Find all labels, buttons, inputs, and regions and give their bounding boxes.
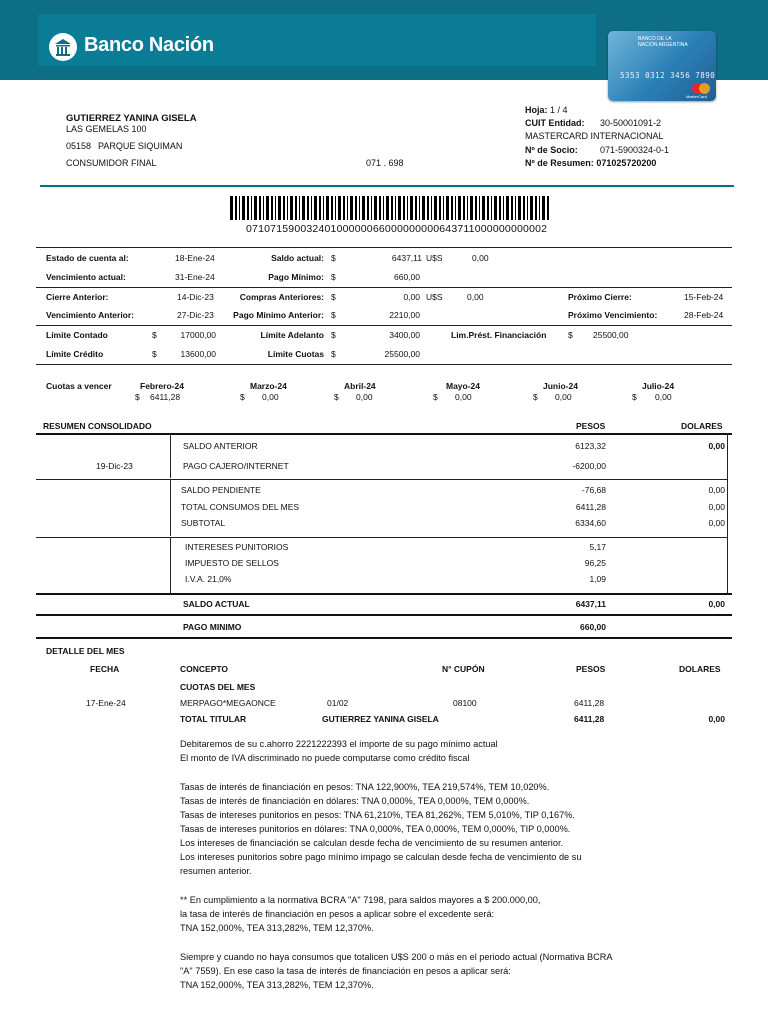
next-close: 15-Feb-24 (684, 292, 724, 302)
member-label: Nº de Socio: (525, 145, 578, 155)
barcode-bar (379, 196, 381, 220)
barcode-bar (398, 196, 401, 220)
barcode-bar (415, 196, 417, 220)
barcode-bar (355, 196, 357, 220)
barcode-bar (391, 196, 393, 220)
barcode-number: 07107159003240100000066000000000643711000000000002 (246, 223, 548, 235)
label-prev-close: Cierre Anterior: (46, 292, 109, 302)
credit-card-image (608, 31, 716, 101)
detail-header-dolares: DOLARES (679, 664, 721, 674)
summary-pesos: 96,25 (584, 558, 606, 568)
summary-dolares: 0,00 (708, 441, 725, 451)
customer-city: PARQUE SIQUIMAN (98, 141, 183, 151)
barcode-bar (434, 196, 437, 220)
note-line: Debitaremos de su c.ahorro 2221222393 el importe de su pago mínimo actual (180, 739, 498, 749)
note-line: TNA 152,000%, TEA 313,282%, TEM 12,370%. (180, 980, 374, 990)
note-line: El monto de IVA discriminado no puede computarse como crédito fiscal (180, 753, 470, 763)
barcode-bar (547, 196, 549, 220)
barcode-bar (395, 196, 396, 220)
installment-month: Julio-24 (642, 381, 675, 391)
label-advance-limit: Límite Adelanto (260, 330, 324, 340)
installments-label: Cuotas a vencer (46, 381, 112, 391)
note-line: Los intereses de financiación se calculan desde fecha de vencimiento de su resumen anterior. (180, 838, 564, 848)
label-minimum-payment: Pago Mínimo: (268, 272, 324, 282)
barcode-bar (422, 196, 425, 220)
barcode-bar (523, 196, 525, 220)
barcode-bar (230, 196, 233, 220)
summary-dolares: 0,00 (708, 485, 725, 495)
minimum-payment-label: PAGO MINIMO (183, 622, 242, 632)
barcode-bar (482, 196, 485, 220)
barcode-bar (539, 196, 540, 220)
barcode-bar (251, 196, 252, 220)
advance-limit: 3400,00 (389, 330, 420, 340)
summary-pesos: 6334,60 (575, 518, 606, 528)
barcode-bar (307, 196, 309, 220)
summary-pesos: 1,09 (589, 574, 606, 584)
barcode-bar (530, 196, 533, 220)
label-credit-limit: Límite Crédito (46, 349, 104, 359)
label-next-close: Próximo Cierre: (568, 292, 632, 302)
summary-dolares: 0,00 (708, 518, 725, 528)
cuit-label: CUIT Entidad: (525, 118, 585, 128)
barcode-bar (527, 196, 528, 220)
barcode-bar (319, 196, 321, 220)
detail-pesos: 6411,28 (574, 698, 605, 708)
bank-logo-icon (48, 32, 78, 62)
barcode-bar (410, 196, 413, 220)
barcode-bar (407, 196, 408, 220)
label-current-balance: Saldo actual: (271, 253, 324, 263)
barcode-bar (302, 196, 305, 220)
sheet-info: Hoja: 1 / 4 (525, 105, 568, 115)
total-holder-pesos: 6411,28 (574, 714, 605, 724)
installment-month: Abril-24 (344, 381, 376, 391)
barcode-bar (323, 196, 324, 220)
barcode-bar (283, 196, 285, 220)
installment-value: 0,00 (262, 392, 279, 402)
installment-value: 0,00 (356, 392, 373, 402)
barcode-bar (518, 196, 521, 220)
summary-pesos: -6200,00 (572, 461, 606, 471)
summary-pesos: 5,17 (589, 542, 606, 552)
barcode-bar (487, 196, 489, 220)
detail-header-cupon: N° CUPÓN (442, 664, 485, 674)
label-statement-date: Estado de cuenta al: (46, 253, 129, 263)
note-line: Tasas de interés de financiación en pesos: TNA 122,900%, TEA 219,574%, TEM 10,020%. (180, 782, 550, 792)
barcode-bar (458, 196, 461, 220)
barcode-bar (419, 196, 420, 220)
installment-value: 6411,28 (150, 392, 181, 402)
summary-number: Nº de Resumen: 071025720200 (525, 158, 657, 168)
barcode-bar (275, 196, 276, 220)
current-balance: 6437,11 (391, 253, 422, 263)
barcode-bar (443, 196, 444, 220)
prev-purchases-usd: 0,00 (467, 292, 484, 302)
summary-pesos: -76,68 (581, 485, 606, 495)
summary-concept: SUBTOTAL (181, 518, 226, 528)
barcode-bar (506, 196, 509, 220)
current-balance-dolares: 0,00 (708, 599, 725, 609)
customer-postal: 05158 (66, 141, 92, 151)
barcode-bar (326, 196, 329, 220)
detail-date: 17-Ene-24 (86, 698, 126, 708)
barcode-bar (247, 196, 249, 220)
total-holder-name: GUTIERREZ YANINA GISELA (322, 714, 439, 724)
detail-header-fecha: FECHA (90, 664, 120, 674)
barcode-bar (491, 196, 492, 220)
barcode-bar (431, 196, 432, 220)
note-line: Los intereses punitorios sobre pago mínimo impago se calculan desde fecha de vencimiento de su (180, 852, 582, 862)
barcode-bar (347, 196, 348, 220)
label-prev-minimum: Pago Mínimo Anterior: (233, 310, 324, 320)
label-cash-limit: Límite Contado (46, 330, 108, 340)
prev-purchases: 0,00 (403, 292, 420, 302)
note-line: la tasa de interés de financiación en pesos a aplicar sobre el excedente será: (180, 909, 495, 919)
installment-month: Marzo-24 (250, 381, 287, 391)
barcode-bar (335, 196, 336, 220)
note-line: ** En cumplimiento a la normativa BCRA "A" 7198, para saldos mayores a $ 200.000,00, (180, 895, 541, 905)
summary-concept: PAGO CAJERO/INTERNET (183, 461, 289, 471)
detail-title: DETALLE DEL MES (46, 646, 125, 656)
next-due: 28-Feb-24 (684, 310, 724, 320)
barcode-bar (455, 196, 456, 220)
summary-title: RESUMEN CONSOLIDADO (43, 421, 152, 431)
detail-concept: MERPAGO*MEGAONCE (180, 698, 276, 708)
card-number: 5353 0312 3456 7890 (620, 71, 716, 80)
label-prev-due: Vencimiento Anterior: (46, 310, 135, 320)
installment-value: 0,00 (455, 392, 472, 402)
installment-month: Febrero-24 (140, 381, 184, 391)
barcode-bar (439, 196, 441, 220)
barcode-bar (479, 196, 480, 220)
note-line: Tasas de interés de financiación en dólares: TNA 0,000%, TEA 0,000%, TEM 0,000%. (180, 796, 530, 806)
col-pesos: PESOS (576, 421, 606, 431)
credit-limit: 13600,00 (180, 349, 216, 359)
cash-limit: 17000,00 (180, 330, 216, 340)
barcode-bar (362, 196, 365, 220)
barcode-bar (311, 196, 312, 220)
summary-concept: IMPUESTO DE SELLOS (185, 558, 279, 568)
barcode-bar (295, 196, 297, 220)
barcode-bar (511, 196, 513, 220)
barcode-bar (374, 196, 377, 220)
note-line: resumen anterior. (180, 866, 252, 876)
summary-concept: TOTAL CONSUMOS DEL MES (181, 502, 300, 512)
barcode-bar (542, 196, 545, 220)
label-financing-limit: Lim.Prést. Financiación (451, 330, 547, 340)
barcode-bar (386, 196, 389, 220)
summary-pesos: 6123,32 (575, 441, 606, 451)
barcode-bar (242, 196, 245, 220)
summary-dolares: 0,00 (708, 502, 725, 512)
barcode-bar (494, 196, 497, 220)
customer-name: GUTIERREZ YANINA GISELA (66, 113, 197, 124)
barcode-bar (271, 196, 273, 220)
financing-limit: 25500,00 (593, 330, 629, 340)
prev-minimum: 2210,00 (389, 310, 420, 320)
card-bank-line2: NACIÓN ARGENTINA (638, 42, 688, 48)
detail-header-pesos: PESOS (576, 664, 606, 674)
barcode-bar (299, 196, 300, 220)
summary-concept: I.V.A. 21,0% (185, 574, 232, 584)
barcode-bar (515, 196, 516, 220)
bank-name: Banco Nación (84, 34, 214, 56)
card-type: MASTERCARD INTERNACIONAL (525, 131, 664, 141)
barcode-bar (278, 196, 281, 220)
prev-close: 14-Dic-23 (177, 292, 214, 302)
statement-date: 18-Ene-24 (175, 253, 215, 263)
card-bank-line1: BANCO DE LA (638, 36, 672, 42)
barcode-bar (350, 196, 353, 220)
due-date: 31-Ene-24 (175, 272, 215, 282)
summary-concept: SALDO ANTERIOR (183, 441, 258, 451)
barcode-bar (475, 196, 477, 220)
barcode-bar (463, 196, 465, 220)
barcode-bar (371, 196, 372, 220)
barcode-bar (259, 196, 261, 220)
minimum-payment: 660,00 (394, 272, 420, 282)
barcode-bar (239, 196, 240, 220)
barcode-bar (266, 196, 269, 220)
customer-tax-condition: CONSUMIDOR FINAL (66, 158, 157, 168)
barcode-bar (535, 196, 537, 220)
barcode-bar (470, 196, 473, 220)
col-dolares: DOLARES (681, 421, 723, 431)
barcode-bar (359, 196, 360, 220)
member-value: 071-5900324-0-1 (600, 145, 670, 155)
header-divider (40, 185, 734, 187)
detail-header-concepto: CONCEPTO (180, 664, 229, 674)
cuit-value: 30-50001091-2 (600, 118, 662, 128)
installment-value: 0,00 (655, 392, 672, 402)
branch-code: 071 . 698 (366, 158, 404, 168)
barcode-bar (503, 196, 504, 220)
prev-due: 27-Dic-23 (177, 310, 214, 320)
barcode-bar (451, 196, 453, 220)
current-balance-pesos: 6437,11 (575, 599, 606, 609)
summary-date: 19-Dic-23 (96, 461, 133, 471)
total-holder-label: TOTAL TITULAR (180, 714, 247, 724)
label-installments-limit: Límite Cuotas (267, 349, 324, 359)
barcode-image (230, 196, 550, 220)
summary-concept: INTERESES PUNITORIOS (185, 542, 289, 552)
barcode-bar (235, 196, 237, 220)
barcode-bar (343, 196, 345, 220)
barcode-bar (499, 196, 501, 220)
card-brand: MasterCard (686, 94, 707, 99)
note-line: "A" 7559). En ese caso la tasa de interés de financiación en pesos a aplicar será: (180, 966, 511, 976)
installment-month: Mayo-24 (446, 381, 481, 391)
detail-cupon: 08100 (453, 698, 477, 708)
barcode-bar (290, 196, 293, 220)
note-line: TNA 152,000%, TEA 313,282%, TEM 12,370%. (180, 923, 374, 933)
barcode-bar (367, 196, 369, 220)
label-next-due: Próximo Vencimiento: (568, 310, 658, 320)
barcode-bar (338, 196, 341, 220)
minimum-payment-pesos: 660,00 (580, 622, 606, 632)
detail-section: CUOTAS DEL MES (180, 682, 256, 692)
note-line: Tasas de intereses punitorios en dólares: TNA 0,000%, TEA 0,000%, TEM 0,000%, TIP 0,000%. (180, 824, 571, 834)
current-balance-usd: 0,00 (472, 253, 489, 263)
barcode-bar (403, 196, 405, 220)
summary-concept: SALDO PENDIENTE (181, 485, 261, 495)
customer-address: LAS GEMELAS 100 (66, 124, 147, 134)
current-balance-label: SALDO ACTUAL (183, 599, 250, 609)
installments-limit: 25500,00 (384, 349, 420, 359)
barcode-bar (287, 196, 288, 220)
barcode-bar (263, 196, 264, 220)
label-prev-purchases: Compras Anteriores: (239, 292, 324, 302)
note-line: Tasas de intereses punitorios en pesos: TNA 61,210%, TEA 81,262%, TEM 5,010%, TIP 0,167%. (180, 810, 575, 820)
barcode-bar (314, 196, 317, 220)
installment-value: 0,00 (555, 392, 572, 402)
detail-cuota: 01/02 (327, 698, 349, 708)
total-holder-dolares: 0,00 (708, 714, 725, 724)
summary-pesos: 6411,28 (575, 502, 606, 512)
barcode-bar (427, 196, 429, 220)
barcode-bar (331, 196, 333, 220)
barcode-bar (467, 196, 468, 220)
note-line: Siempre y cuando no haya consumos que totalicen U$S 200 o más en el periodo actual (Normativa BCRA (180, 952, 613, 962)
barcode-bar (446, 196, 449, 220)
installment-month: Junio-24 (543, 381, 578, 391)
barcode-bar (383, 196, 384, 220)
barcode-bar (254, 196, 257, 220)
label-due-date: Vencimiento actual: (46, 272, 126, 282)
